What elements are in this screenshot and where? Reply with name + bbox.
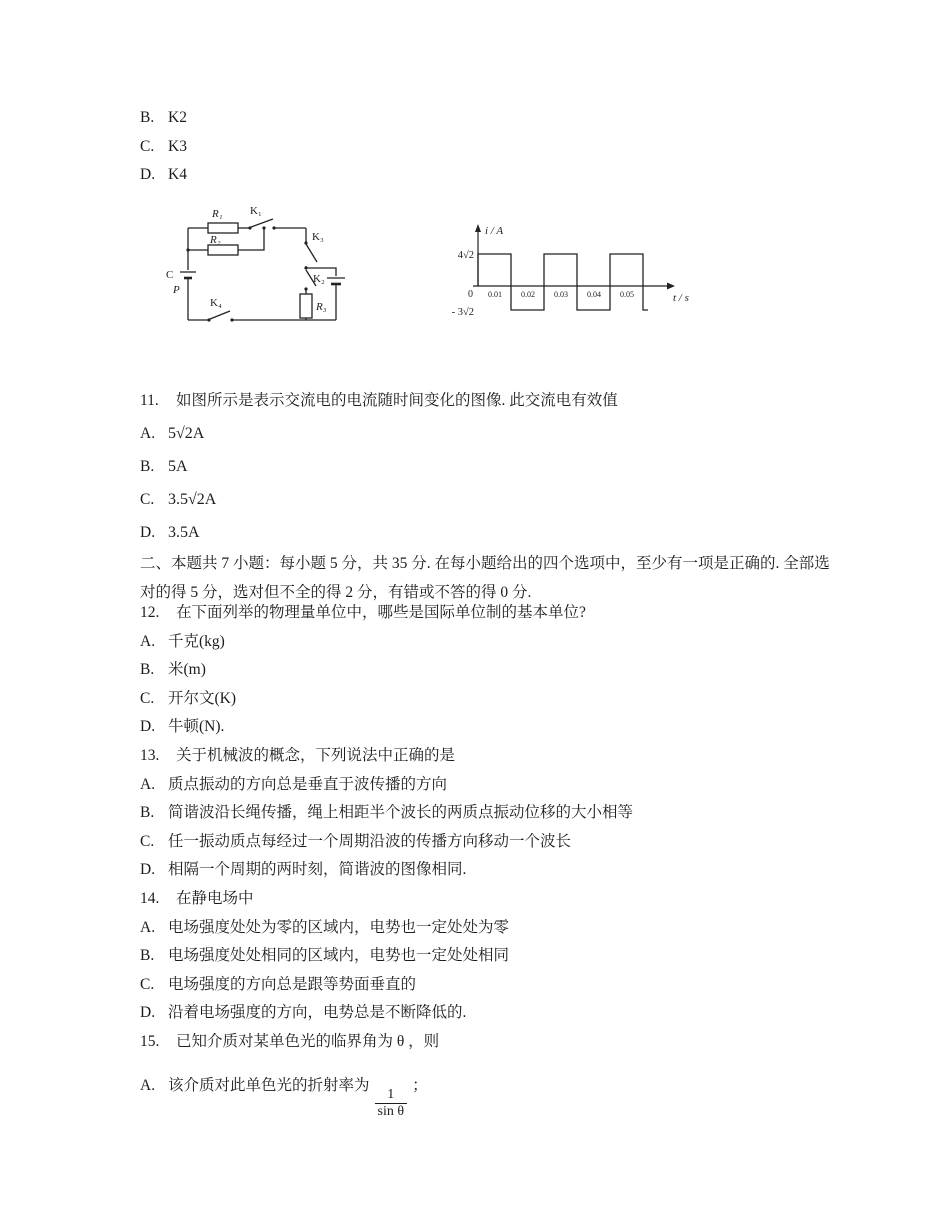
option-text: 电场强度的方向总是跟等势面垂直的 [168,975,417,993]
question-number: 14. [140,889,160,907]
questions-12-15 [140,599,840,1129]
square-wave [478,254,648,310]
question-number: 15. [140,1032,160,1050]
option-text: 3.5√2A [168,491,217,508]
tick-label: 0.05 [620,290,634,299]
option-line [140,971,840,1000]
option-line [140,942,840,971]
question-stem [140,885,840,914]
option-line [140,828,840,857]
tick-label: 0.02 [521,290,535,299]
option-label: D. [140,1004,156,1022]
question-number: 11. [140,392,159,409]
option-label: C. [140,689,155,707]
fraction-denominator: sin θ [375,1103,408,1121]
option-label: D. [140,524,156,541]
section-intro-text: 二、本题共 7 小题：每小题 5 分，共 35 分. 在每小题给出的四个选项中，至少有一项是正确的. 全部选对的得 5 分，选对但不全的得 2 分，有错或不答的得 0 分. [140,555,830,601]
option-text: 简谐波沿长绳传播，绳上相距半个波长的两质点振动位移的大小相等 [168,804,634,822]
label-p: P [173,284,180,296]
label-c: C [166,269,174,281]
option-label: B. [140,109,155,126]
option-text: K4 [168,166,187,184]
option-line [140,914,840,943]
option-line [140,771,840,800]
option-text: 米(m) [168,661,206,679]
graph-arrows [475,224,675,290]
label-r2: R₂ [210,234,221,246]
option-label: D. [140,718,156,736]
option-text: 沿着电场强度的方向，电势总是不断降低的. [168,1004,467,1022]
option-text: 千克(kg) [168,632,225,650]
option-label: A. [140,1076,156,1094]
question-stem [140,384,618,417]
option-text: 任一振动质点每经过一个周期沿波的传播方向移动一个波长 [168,832,572,850]
option-label: C. [140,975,155,993]
option-line [140,483,618,516]
option-label: A. [140,425,156,442]
option-label: A. [140,775,156,793]
option-line [140,856,840,885]
question-text: 在静电场中 [176,889,254,907]
label-r3: R₃ [316,301,327,313]
question-stem [140,1028,840,1057]
option-text-after: ； [412,1076,428,1094]
option-text: 3.5A [168,524,200,541]
tick-label: 0.04 [587,290,601,299]
question-text: 已知介质对某单色光的临界角为 θ ，则 [176,1032,440,1050]
option-label: C. [140,137,155,155]
question-text: 关于机械波的概念，下列说法中正确的是 [176,746,456,764]
question-stem [140,599,840,628]
label-k1: K₁ [250,205,262,217]
option-text: 该介质对此单色光的折射率为 [168,1076,370,1094]
option-label: B. [140,458,155,475]
option-text: K2 [168,109,187,126]
graph-ticks [488,290,634,299]
question-text: 如图所示是表示交流电的电流随时间变化的图像. 此交流电有效值 [176,392,618,409]
option-text: K3 [168,137,187,155]
option-label: B. [140,947,155,965]
fraction [375,1087,408,1122]
option-line [140,516,618,549]
option-line [140,628,840,657]
option-text: 电场强度处处为零的区域内，电势也一定处处为零 [168,918,510,936]
label-r1: R₁ [212,208,223,220]
option-line [140,133,187,162]
circuit-junctions [186,226,307,321]
option-label: D. [140,166,156,184]
option-label: D. [140,861,156,879]
zero-label: 0 [468,289,473,300]
graph-labels [452,225,689,318]
option-line [140,999,840,1028]
question-number: 13. [140,746,160,764]
circuit-diagram [146,198,356,343]
tick-label: 0.01 [488,290,502,299]
top-options-block [140,104,187,190]
option-line [140,799,840,828]
level-high-label: 4√2 [457,250,474,261]
option-text: 相隔一个周期的两时刻，简谐波的图像相同. [168,861,467,879]
option-label: C. [140,491,155,508]
question-text: 在下面列举的物理量单位中，哪些是国际单位制的基本单位? [176,604,586,621]
option-label: B. [140,804,155,822]
option-line [140,417,618,450]
label-k2: K₂ [313,273,325,285]
figures-row [140,198,860,356]
option-label: A. [140,918,156,936]
option-label: C. [140,832,155,850]
option-line [140,104,187,133]
label-k3: K₃ [312,231,324,243]
option-line [140,450,618,483]
option-label: B. [140,661,155,679]
option-text: 质点振动的方向总是垂直于波传播的方向 [168,775,448,793]
option-text: 牛顿(N). [168,718,225,736]
question-stem [140,742,840,771]
option-text: 5A [168,458,188,475]
option-label: A. [140,632,156,650]
option-line [140,713,840,742]
tick-label: 0.03 [554,290,568,299]
option-text: 电场强度处处相同的区域内，电势也一定处处相同 [168,947,510,965]
option-line [140,685,840,714]
option-line [140,656,840,685]
option-text: 5√2A [168,425,205,442]
question-11 [140,384,618,549]
option-text: 开尔文(K) [168,689,237,707]
question-number: 12. [140,604,160,621]
x-axis-label: t / s [673,292,689,304]
fraction-numerator: 1 [387,1086,395,1102]
y-axis-label: i / A [485,225,504,237]
option-line [140,1071,840,1130]
option-line [140,161,187,190]
label-k4: K₄ [210,297,222,309]
level-low-label: - 3√2 [451,307,474,318]
current-graph [423,220,693,335]
